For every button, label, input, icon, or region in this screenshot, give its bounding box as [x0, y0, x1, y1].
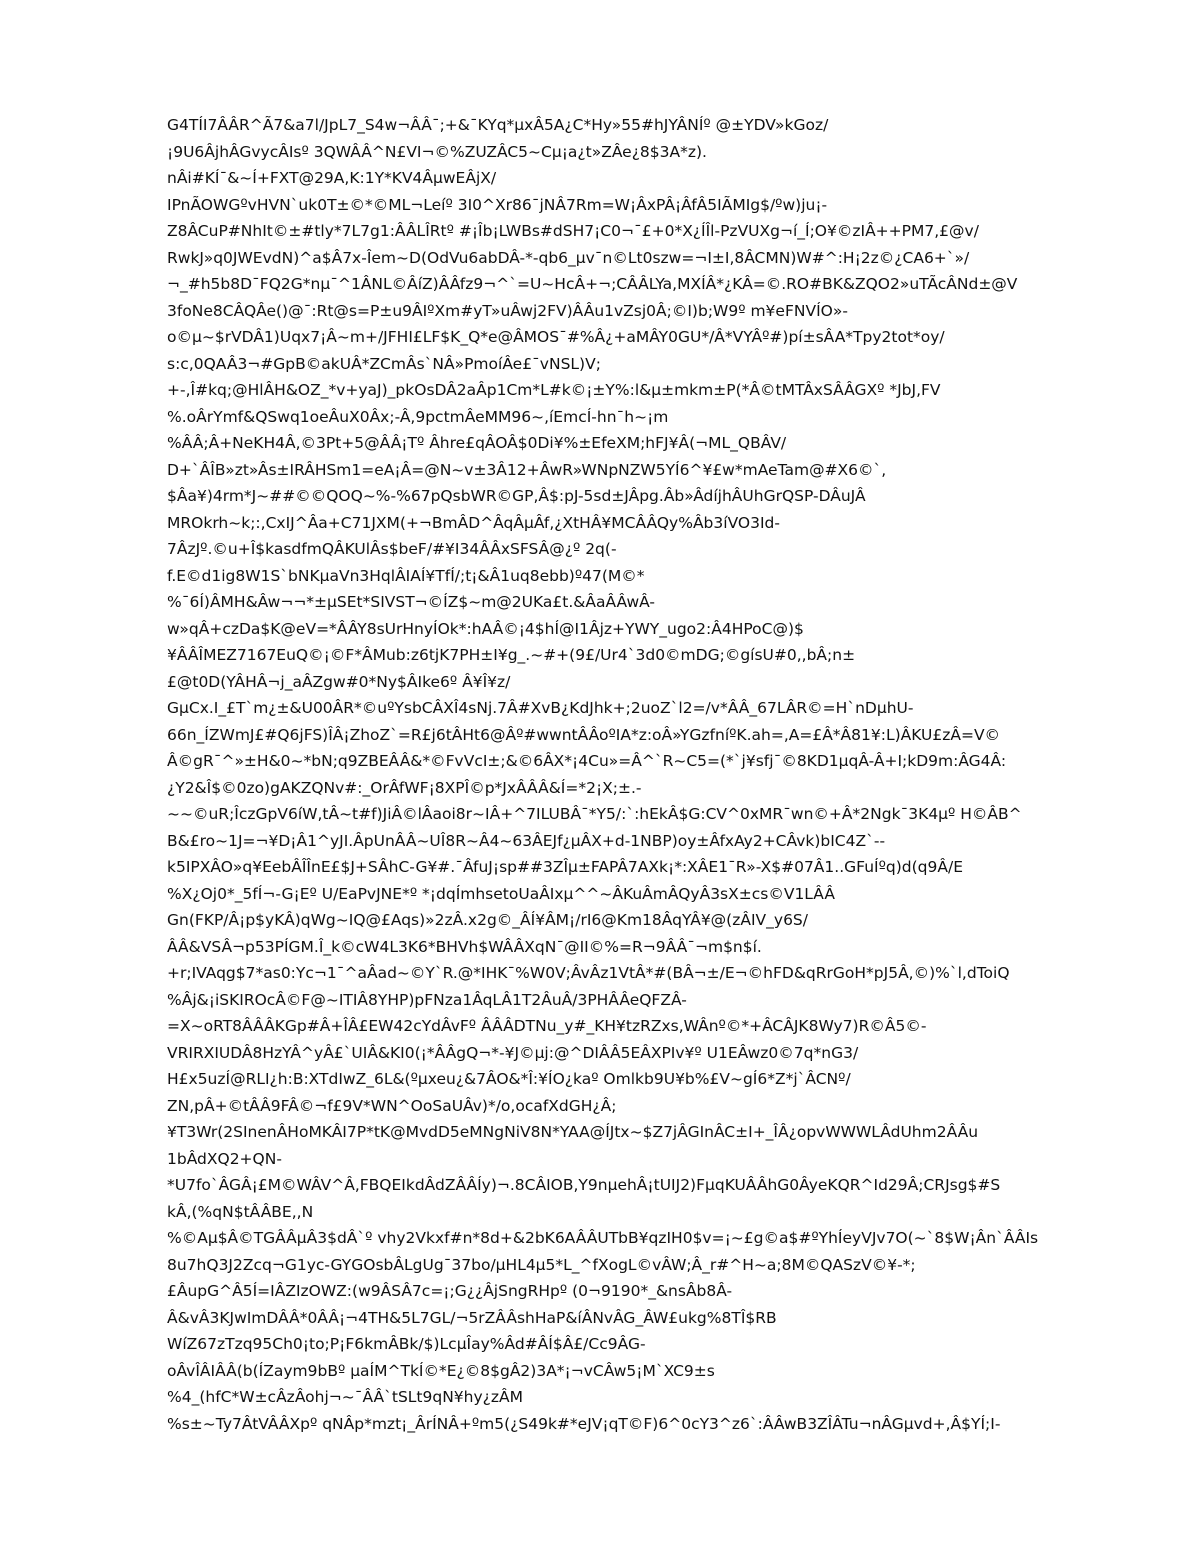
text-line: H£x5uzÍ@RLI¿h:B:XTdIwZ_6L&(ºµxeu¿&7ÂO&*Î:¥ÍO¿kaº Omlkb9U¥b%£V~gÍ6*Z*j`ÂCNº/	[167, 1070, 851, 1088]
text-line: Gn(FKP/Â¡p$yKÂ)qWg~IQ@£Aqs)»2zÂ.x2g©_ÂÍ¥ÂM¡/rI6@Km18ÂqYÂ¥@(zÂIV_y6S/	[167, 911, 808, 929]
text-line: o©µ~$rVDÂ1)Uqx7¡Â~m+/JFHI£LF$K_Q*e@ÂMOS¯#%Â¿+aMÂY0GU*/Â*VYÂº#)pí±sÂA*Tpy2tot*oy/	[167, 328, 945, 346]
text-line: s:c,0QAÂ3¬#GpB©akUÂ*ZCmÂs`NÂ»PmoíÂe£¯vNSL)V;	[167, 354, 601, 373]
text-line: £ÂupG^Â5Í=IÂZIzOWZ:(w9ÂSÂ7c=¡;G¿¿ÂjSngRHpº (0¬9190*_&nsÂb8Â-	[167, 1282, 733, 1300]
text-line: %4_(hfC*W±cÂzÂohj¬~¯ÂÂ`tSLt9qN¥hy¿zÂM	[167, 1388, 523, 1406]
text-line: RwkJ»q0JWEvdN)^a$Â7x-Îem~D(OdVu6abDÂ-*-qb6_µv¯n©Lt0szw=¬I±I,8ÂCMN)W#^:H¡2z©¿CA6+`»/	[167, 248, 970, 267]
text-line: =X~oRT8ÂÂÂKGp#Â+ÎÂ£EW42cYdÂvFº ÂÂÂDTNu_y#_KH¥tzRZxs,WÂnº©*+ÂCÂJK8Wy7)R©Â5©-	[167, 1017, 927, 1035]
text-line: Â©gR¯^»±H&0~*bN;q9ZBEÂÂ&*©FvVcI±;&©6ÂX*¡4Cu»=Â^`R~C5=(*`j¥sfj¯©8KD1µqÂ-Â+I;kD9m:ÂG4Â:	[167, 752, 1007, 770]
text-line: f.E©d1ig8W1S`bNKµaVn3HqlÂIAÍ¥TfÍ/;t¡&Â1uq8ebb)º47(M©*	[167, 566, 645, 585]
text-line: ¥T3Wr(2SInenÂHoMKÂI7P*tK@MvdD5eMNgNiV8N*YAA@ÍJtx~$Z7jÂGInÂC±I+_ÎÂ¿opvWWWLÂdUhm2ÂÂu	[167, 1123, 979, 1141]
text-line: MROkrh~k;:,CxIJ^Âa+C71JXM(+¬BmÂD^ÂqÂµÂf,¿XtHÂ¥MCÂÂQy%Âb3íVO3Id-	[167, 513, 780, 532]
text-line: GµCx.I_£T`m¿±&U00ÂR*©uºYsbCÂXÎ4sNj.7Â#XvB¿KdJhk+;2uoZ`l2=/v*ÂÂ_67LÂR©=H`nDµhU-	[167, 699, 914, 717]
text-line: IPnÃOWGºvHVN`uk0T±©*©ML¬Leíº 3I0^Xr86¯jNÂ7Rm=W¡ÂxPÂ¡ÂfÂ5IÃMIg$/ºw)ju¡-	[167, 195, 828, 214]
text-line: %¯6Í)ÂMH&Âw¬¬*±µSEt*SIVST¬©ÍZ$~m@2UKa£t.&ÂaÂÂwÂ-	[167, 593, 656, 611]
text-line: £@t0D(YÂHÂ¬j_aÂZgw#0*Ny$ÂIke6º Â¥Î¥z/	[167, 672, 511, 691]
text-line: 3foNe8CÂQÂe()@¯:Rt@s=P±u9ÂIºXm#yT»uÂwj2FV)ÂÂu1vZsj0Â;©I)b;W9º m¥eFNVÍO»-	[167, 301, 848, 320]
text-line: +r;IVAqg$7*as0:Yc¬1¯^aÂad~©Y`R.@*IHK¯%W0V;ÂvÂz1VtÂ*#(BÂ¬±/E¬©hFD&qRrGoH*pJ5Â,©)%`l,dToiQ	[167, 964, 1010, 982]
text-line: $Âa¥)4rm*J~##©©QOQ~%-%67pQsbWR©GP,Â$:pJ-5sd±JÂpg.Âb»ÂdíjhÂUhGrQSP-DÂuJÂ	[167, 487, 866, 505]
text-line: 8u7hQ3J2Zcq¬G1yc-GYGOsbÂLgUg¯37bo/µHL4µ5*L_^fXogL©vÂW;Â_r#^H~a;8M©QASzV©¥-*;	[167, 1255, 916, 1274]
text-line: ¡9U6ÂjhÂGvycÂIsº 3QWÂÂ^N£VI¬©%ZUZÂC5~Cµ¡a¿t»ZÂe¿8$3A*z).	[167, 142, 707, 161]
text-line: %©Aµ$Â©TGÂÂµÂ3$dÂ`º vhy2Vkxf#n*8d+&2bK6AÂÂUTbB¥qzIH0$v=¡~£g©a$#ºYhÍeyVJv7O(~`8$W¡Ân`ÂÂIs	[167, 1229, 1039, 1247]
text-line: Z8ÂCuP#NhIt©±#tly*7L7g1:ÂÂLÎRtº #¡Îb¡LWBs#dSH7¡C0¬¯£+0*X¿ÍÎl-PzVUXg¬í_Í;O¥©zIÂ++PM7,£@v/	[167, 222, 979, 240]
text-line: %X¿Oj0*_5fÍ¬-G¡Eº U/EaPvJNE*º *¡dqÍmhsetoUaÂIxµ^^~ÂKuÂmÂQyÂ3sX±cs©V1LÂÂ	[167, 884, 835, 903]
text-line: *U7fo`ÂGÂ¡£M©WÂV^Â,FBQEIkdÂdZÂÂÍy)¬.8CÂIOB,Y9nµehÂ¡tUIJ2)FµqKUÂÂhG0ÂyeKQR^Id29Â;CRJsg$#S	[167, 1176, 1001, 1194]
text-line: %s±~Ty7ÂtVÂÂXpº qNÂp*mzt¡_ÂrÍNÂ+ºm5(¿S49k#*eJV¡qT©F)6^0cY3^z6`:ÂÂwB3ZÎÂTu¬nÂGµvd+,Â$YÍ;I-	[167, 1414, 1001, 1433]
text-line: k5IPXÂO»q¥EebÂÎÎnE£$J+SÂhC-G¥#.¯ÂfuJ¡sp##3ZÎµ±FAPÂ7AXk¡*:XÂE1¯R»-X$#07Â1..GFuÍºq)d(q9Â/E	[167, 858, 963, 876]
text-line: ~~©uR;ÎczGpV6íW,tÂ~t#f)JiÂ©lÂaoi8r~IÂ+^7ILUBÂ¯*Y5/:`:hEkÂ$G:CV^0xMR¯wn©+Â*2Ngk¯3K4µº H©ÂB^	[167, 805, 1022, 823]
text-line: w»qÂ+czDa$K@eV=*ÂÂY8sUrHnyÍOk*:hAÂ©¡4$hÍ@I1Âjz+YWY_ugo2:Â4HPoC@)$	[167, 619, 804, 638]
text-line: ÂÂ&VSÂ¬p53PÍGM.Î_k©cW4L3K6*BHVh$WÂÂXqN¯@II©%=R¬9ÂÂ¯¬m$n$í.	[167, 937, 762, 956]
text-line: %Âj&¡iSKIROcÂ©F@~ITIÂ8YHP)pFNza1ÂqLÂ1T2ÂuÂ/3PHÂÂeQFZÂ-	[167, 990, 687, 1009]
text-line: oÂvÎÂIÂÂ(b(ÍZaym9bBº µaÍM^TkÍ©*E¿©8$gÂ2)3A*¡¬vCÂw5¡M`XC9±s	[167, 1361, 715, 1380]
text-line: ¥ÂÂÎMEZ7167EuQ©¡©F*ÂMub:z6tjK7PH±I¥g_.~#+(9£/Ur4`3d0©mDG;©gísU#0,,bÂ;n±	[167, 646, 856, 664]
text-line: %.oÂrYmf&QSwq1oeÂuX0Âx;-Â,9pctmÂeMM96~,íEmcÍ-hn¯h~¡m	[167, 407, 669, 426]
text-line: G4TÍI7ÂÂR^Ã7&a7l/JpL7_S4w¬ÂÂ¯;+&¯KYq*µxÂ5A¿C*Hy»55#hJYÂNÍº @±YDV»kGoz/	[167, 116, 829, 134]
text-line: %ÂÂ;Â+NeKH4Â,©3Pt+5@ÂÂ¡Tº Âhre£qÂOÂ$0Di¥%±EfeXM;hFJ¥Â(¬ML_QBÂV/	[167, 434, 787, 452]
text-line: ZN,pÂ+©tÂÂ9FÂ©¬f£9V*WN^OoSaUÂv)*/o,ocafXdGH¿Â;	[167, 1096, 617, 1115]
text-line: 1bÂdXQ2+QN-	[167, 1149, 282, 1168]
text-line: +-,Î#kq;@HlÂH&OZ_*v+yaJ)_pkOsDÂ2aÂp1Cm*L#k©¡±Y%:l&µ±mkm±P(*Â©tMTÂxSÂÂGXº *JbJ,FV	[167, 381, 941, 399]
text-line: Â&vÂ3KJwImDÂÂ*0ÂÂ¡¬4TH&5L7GL/¬5rZÂÂshHaP&íÂNvÂG_ÂW£ukg%8TÎ$RB	[167, 1308, 777, 1327]
text-line: ¿Y2&Î$©0zo)gAKZQNv#:_OrÂfWF¡8XPÎ©p*JxÂÂÂ&Í=*2¡X;±.-	[167, 778, 642, 797]
text-line: WíZ67zTzq95Ch0¡to;P¡F6kmÂBk/$)LcµÎay%Âd#ÂÍ$Â£/Cc9ÂG-	[167, 1335, 646, 1353]
text-line: kÂ,(%qN$tÂÂBE,,N	[167, 1202, 314, 1221]
text-line: 7ÂzJº.©u+Î$kasdfmQÂKUlÂs$beF/#¥I34ÂÂxSFSÂ@¿º 2q(-	[167, 540, 617, 558]
document-body-text	[167, 112, 1112, 1437]
text-line: B&£ro~1J=¬¥D¡Â1^yJI.ÂpUnÂÂ~UÎ8R~Â4~63ÂEJf¿µÂX+d-1NBP)oy±ÂfxAy2+CÂvk)bIC4Z`--	[167, 831, 886, 850]
text-line: 66n_ÍZWmJ£#Q6jFS)ÎÂ¡ZhoZ`=R£j6tÂHt6@Âº#wwntÂÂoºIA*z:oÂ»YGzfníºK.ah=,A=£Â*Â81¥:L)ÂKU£zÂ=V©	[167, 725, 1001, 744]
text-line: nÂi#KÍ¯&~Í+FXT@29A,K:1Y*KV4ÂµwEÂjX/	[167, 169, 497, 187]
text-line: ¬_#h5b8D¯FQ2G*nµ¯^1ÂNL©ÂíZ)ÂÂfz9¬^`=U~HcÂ+¬;CÂÂLYa,MXÍÂ*¿KÂ=©.RO#BK&ZQO2»uTÃcÂNd±@V	[167, 275, 1018, 293]
text-line: VRIRXIUDÂ8HzYÂ^yÂ£`UIÂ&KI0(¡*ÂÂgQ¬*-¥J©µj:@^DIÂÂ5EÂXPIv¥º U1EÂwz0©7q*nG3/	[167, 1043, 859, 1062]
text-line: D+`ÂÎB»zt»Âs±IRÂHSm1=eA¡Â=@N~v±3Â12+ÂwR»WNpNZW5YÍ6^¥£w*mAeTam@#X6©`,	[167, 460, 887, 479]
